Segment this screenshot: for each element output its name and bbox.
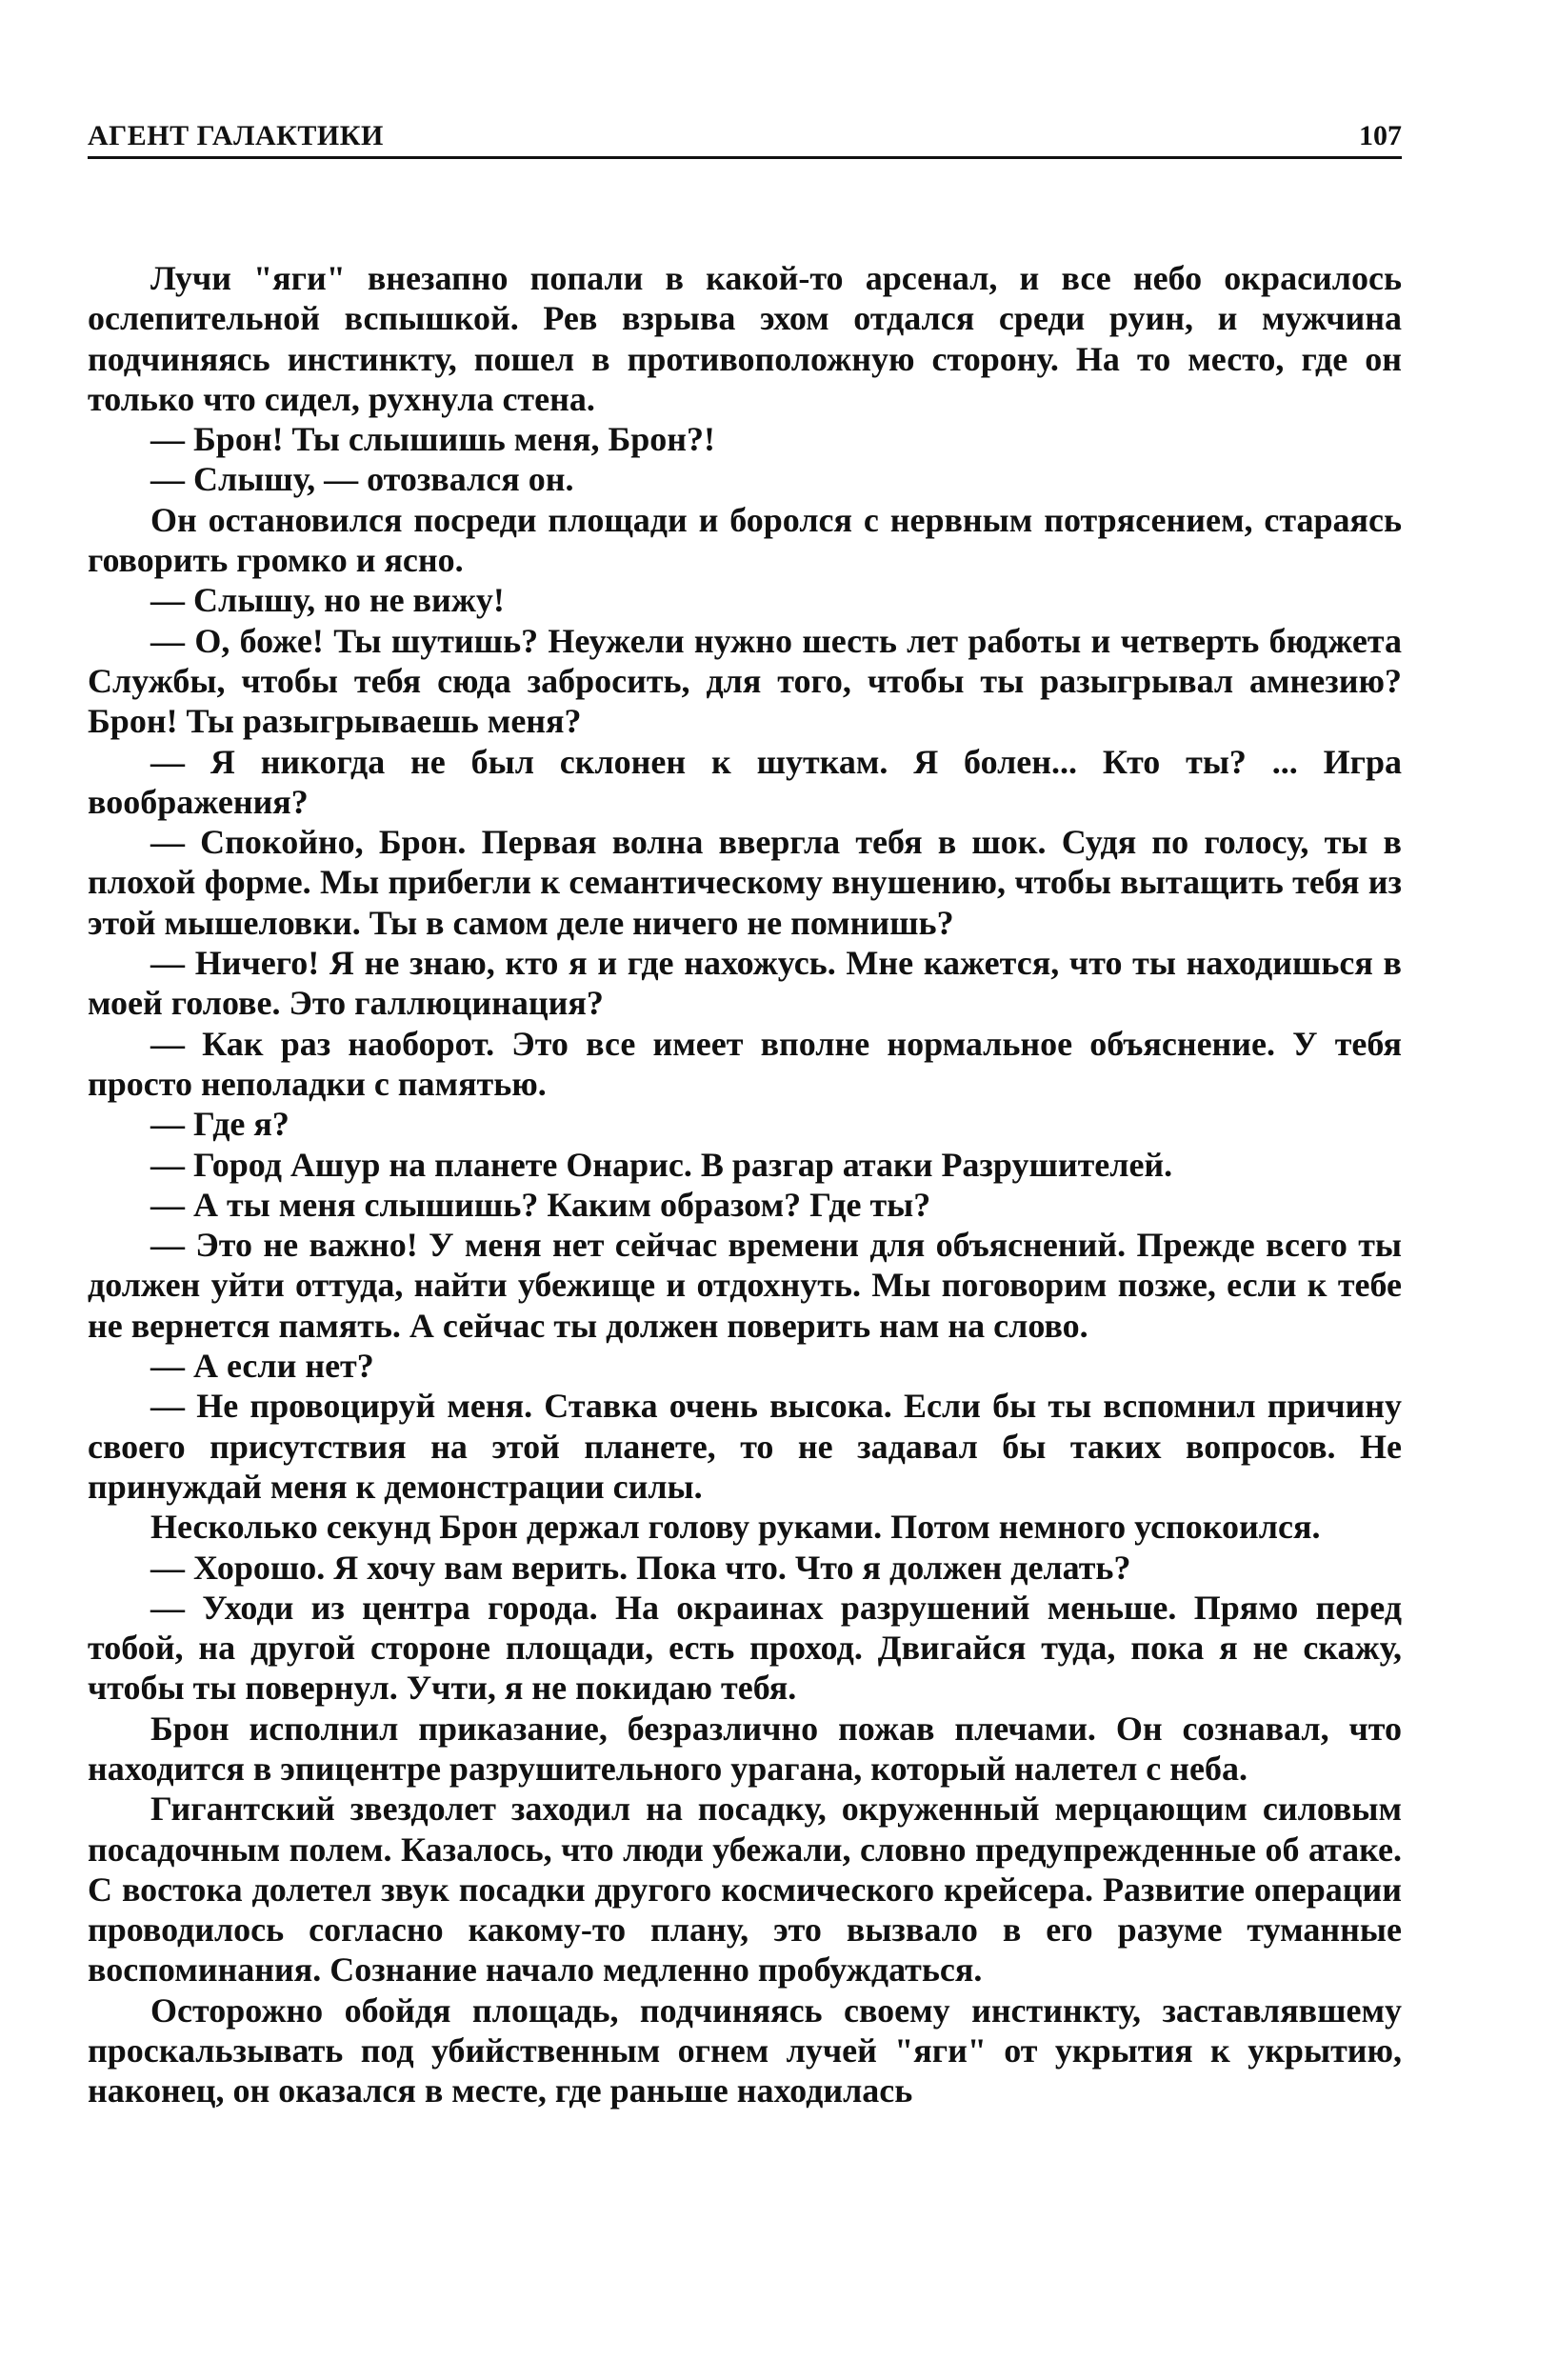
paragraph: — Как раз наоборот. Это все имеет вполне нормальное объяснение. У тебя просто неполадки с памятью. xyxy=(88,1024,1402,1103)
book-title: АГЕНТ ГАЛАКТИКИ xyxy=(88,120,384,151)
page-number: 107 xyxy=(1359,120,1402,151)
paragraph: — Спокойно, Брон. Первая волна ввергла тебя в шок. Судя по голосу, ты в плохой форме. Мы прибегли к семантическому внушению, чтобы вытащить тебя из этой мышеловки. Ты в самом деле ничего не помнишь? xyxy=(88,823,1402,942)
paragraph: — А если нет? xyxy=(150,1347,374,1386)
paragraph: Гигантский звездолет заходил на посадку, окруженный мерцающим силовым посадочным полем. Казалось, что люди убежали, словно предупрежденные об атаке. С востока долетел звук посадки другого космического крейсера. Развитие операции проводилось согласно какому-то плану, это вызвало в его разуме туманные воспоминания. Сознание начало медленно пробуждаться. xyxy=(88,1790,1402,1990)
paragraph: — Хорошо. Я хочу вам верить. Пока что. Что я должен делать? xyxy=(150,1548,1131,1587)
paragraph: Он остановился посреди площади и боролся с нервным потрясением, стараясь говорить громко и ясно. xyxy=(88,500,1402,580)
book-page xyxy=(88,122,1402,2111)
paragraph: Лучи "яги" внезапно попали в какой-то арсенал, и все небо окрасилось ослепительной вспышкой. Рев взрыва эхом отдался среди руин, и мужчина подчиняясь инстинкту, пошел в противоположную сторону. На то место, где он только что сидел, рухнула стена. xyxy=(88,259,1402,418)
paragraph: — Уходи из центра города. На окраинах разрушений меньше. Прямо перед тобой, на другой стороне площади, есть проход. Двигайся туда, пока я не скажу, чтобы ты повернул. Учти, я не покидаю тебя. xyxy=(88,1588,1402,1708)
paragraph: — О, боже! Ты шутишь? Неужели нужно шесть лет работы и четверть бюджета Службы, чтобы тебя сюда забросить, для того, чтобы ты разыгрывал амнезию? Брон! Ты разыгрываешь меня? xyxy=(88,621,1402,741)
paragraph: — Я никогда не был склонен к шуткам. Я болен... Кто ты? ... Игра воображения? xyxy=(88,742,1402,821)
body-text xyxy=(88,258,1402,2111)
paragraph: — Слышу, но не вижу! xyxy=(150,581,505,620)
paragraph: — Где я? xyxy=(150,1105,289,1144)
paragraph: Брон исполнил приказание, безразлично пожав плечами. Он сознавал, что находится в эпицентре разрушительного урагана, который налетел с неба. xyxy=(88,1709,1402,1788)
paragraph: — Слышу, — отозвался он. xyxy=(150,460,574,499)
paragraph: — Не провоцируй меня. Ставка очень высока. Если бы ты вспомнил причину своего присутствия на этой планете, то не задавал бы таких вопросов. Не принуждай меня к демонстрации силы. xyxy=(88,1387,1402,1506)
paragraph: Несколько секунд Брон держал голову руками. Потом немного успокоился. xyxy=(150,1508,1321,1547)
paragraph: Осторожно обойдя площадь, подчиняясь своему инстинкту, заставлявшему проскальзывать под убийственным огнем лучей "яги" от укрытия к укрытию, наконец, он оказался в месте, где раньше находилась xyxy=(88,1990,1402,2110)
paragraph: — Ничего! Я не знаю, кто я и где нахожусь. Мне кажется, что ты находишься в моей голове. Это галлюцинация? xyxy=(88,944,1402,1023)
running-header xyxy=(88,122,1402,159)
paragraph: — Город Ашур на планете Онарис. В разгар атаки Разрушителей. xyxy=(150,1145,1173,1184)
paragraph: — Это не важно! У меня нет сейчас времени для объяснений. Прежде всего ты должен уйти оттуда, найти убежище и отдохнуть. Мы поговорим позже, если к тебе не вернется память. А сейчас ты должен поверить нам на слово. xyxy=(88,1226,1402,1345)
paragraph: — Брон! Ты слышишь меня, Брон?! xyxy=(150,420,715,459)
paragraph: — А ты меня слышишь? Каким образом? Где ты? xyxy=(150,1185,931,1224)
